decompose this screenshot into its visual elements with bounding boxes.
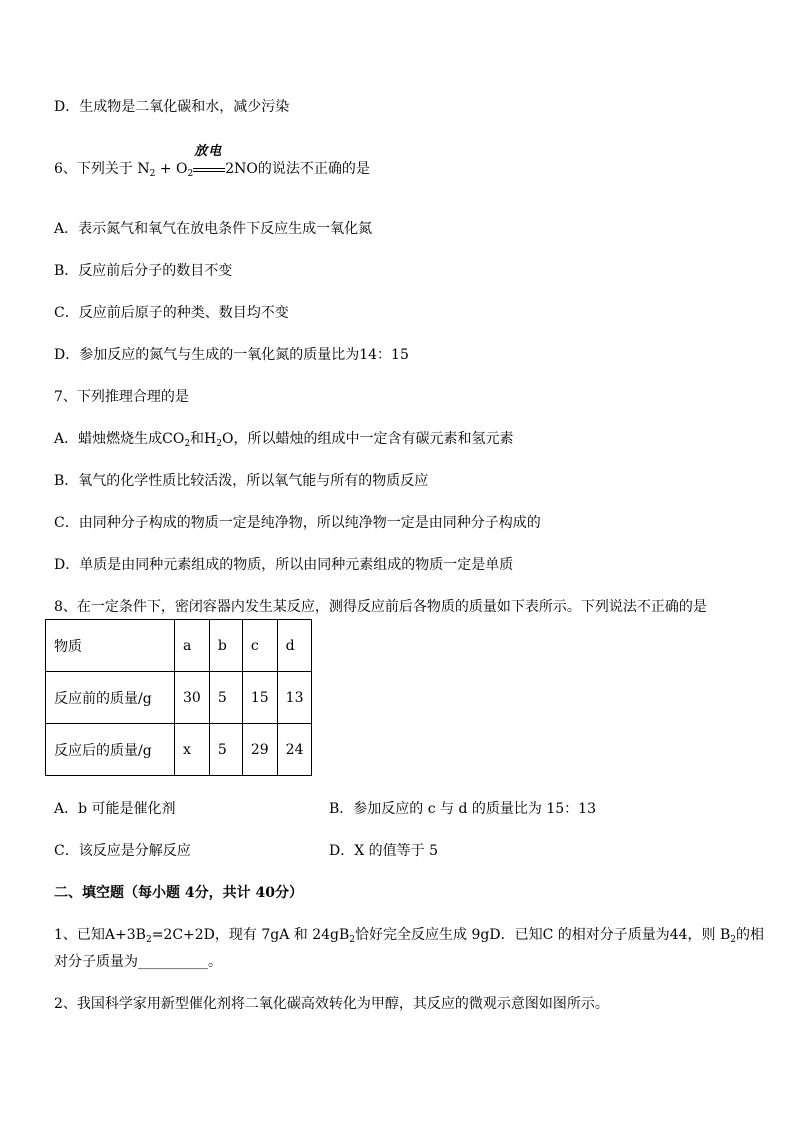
q7-option-a: [54, 429, 513, 449]
q6-stem: [54, 144, 370, 179]
table-cell: 13: [277, 672, 312, 724]
q7-option-d: D．单质是由同种元素组成的物质，所以由同种元素组成的物质一定是单质: [54, 557, 514, 573]
fill1-part-a: 1、已知A+3B: [54, 927, 146, 943]
q6-product: 2NO: [225, 161, 258, 177]
q8-option-a: A．b 可能是催化剂: [54, 801, 176, 817]
section-title: 二、填空题（每小题 4分，共计 40分）: [54, 885, 303, 901]
fill1-subscript-2: 2: [349, 935, 356, 945]
q6-option-a: A．表示氮气和氧气在放电条件下反应生成一氧化氮: [54, 221, 373, 237]
table-row: [46, 672, 312, 724]
reaction-condition: 放电: [194, 144, 223, 159]
q7-option-a-mid: 和H: [190, 431, 217, 447]
q8-option-c: C．该反应是分解反应: [54, 843, 191, 859]
table-cell: 5: [209, 672, 242, 724]
fill1-line2: 对分子质量为__________。: [54, 954, 222, 970]
q6-option-c: C．反应前后原子的种类、数目均不变: [54, 305, 289, 321]
fill1-subscript-1: 2: [145, 935, 152, 945]
q6-stem-prefix: 6、下列关于 N: [54, 161, 150, 177]
table-cell: 15: [242, 672, 277, 724]
table-cell: d: [277, 620, 312, 672]
q8-stem: 8、在一定条件下，密闭容器内发生某反应，测得反应前后各物质的质量如下表所示。下列说法不正确的是: [54, 599, 707, 615]
table-cell: 反应前的质量/g: [46, 672, 175, 724]
table-cell: b: [209, 620, 242, 672]
table-row: [46, 724, 312, 776]
q6-option-d: D．参加反应的氮气与生成的一氧化氮的质量比为14：15: [54, 347, 409, 363]
table-cell: x: [175, 724, 210, 776]
fill1-line1: [54, 925, 764, 945]
q6-o-subscript: 2: [187, 169, 194, 179]
table-cell: a: [175, 620, 210, 672]
fill1-part-b: =2C+2D，现有 7gA 和 24gB: [151, 927, 350, 943]
q7-co2-subscript: 2: [184, 439, 191, 449]
reaction-equals-sign: [193, 144, 225, 179]
table-cell: 物质: [46, 620, 175, 672]
q7-option-c: C．由同种分子构成的物质一定是纯净物，所以纯净物一定是由同种分子构成的: [54, 515, 541, 531]
table-cell: c: [242, 620, 277, 672]
q8-option-d: D．X 的值等于 5: [329, 843, 438, 859]
table-cell: 30: [175, 672, 210, 724]
fill2-text: 2、我国科学家用新型催化剂将二氧化碳高效转化为甲醇，其反应的微观示意图如图所示。: [54, 996, 609, 1012]
q6-option-b: B．反应前后分子的数目不变: [54, 263, 233, 279]
q6-stem-plus: + O: [155, 161, 188, 177]
fill1-part-c: 恰好完全反应生成 9gD．已知C 的相对分子质量为44，则 B: [355, 927, 731, 943]
fill1-subscript-3: 2: [730, 935, 737, 945]
q7-option-b: B．氧气的化学性质比较活泼，所以氧气能与所有的物质反应: [54, 473, 429, 489]
table-cell: 29: [242, 724, 277, 776]
q7-option-a-post: O，所以蜡烛的组成中一定含有碳元素和氢元素: [222, 431, 514, 447]
q6-n-subscript: 2: [149, 169, 156, 179]
q7-h2o-subscript: 2: [216, 439, 222, 449]
q5-option-d: D．生成物是二氧化碳和水，减少污染: [54, 99, 290, 115]
q8-option-b: B．参加反应的 c 与 d 的质量比为 15：13: [329, 801, 596, 817]
q7-stem: 7、下列推理合理的是: [54, 389, 189, 405]
q6-stem-suffix: 的说法不正确的是: [257, 161, 370, 177]
q7-option-a-pre: A．蜡烛燃烧生成CO: [54, 431, 185, 447]
mass-table: [45, 619, 312, 776]
fill1-part-d: 的相: [736, 927, 765, 943]
table-cell: 5: [209, 724, 242, 776]
table-header-row: [46, 620, 312, 672]
table-cell: 24: [277, 724, 312, 776]
table-cell: 反应后的质量/g: [46, 724, 175, 776]
